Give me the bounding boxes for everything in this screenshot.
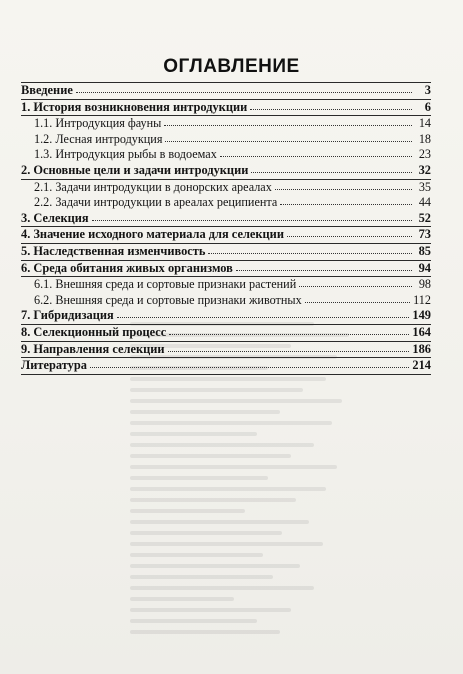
- toc-section-entry: [21, 293, 431, 309]
- toc-page-number: 112: [413, 292, 431, 307]
- toc-page-number: 149: [412, 308, 431, 323]
- dot-leader: [165, 132, 412, 142]
- toc-chapter-entry: [21, 358, 431, 375]
- toc-chapter-entry: [21, 261, 431, 278]
- toc-page-number: 6: [424, 99, 431, 114]
- toc-page-number: 186: [412, 341, 431, 356]
- toc-entry-label: 6.1. Внешняя среда и сортовые признаки растений: [34, 277, 297, 292]
- toc-entry-label: 1.3. Интродукция рыбы в водоемах: [34, 147, 217, 162]
- toc-entry-label: 6.2. Внешняя среда и сортовые признаки животных: [34, 292, 302, 307]
- toc-page-number: 85: [418, 243, 431, 258]
- dot-leader: [305, 293, 410, 303]
- toc-chapter-entry: [21, 227, 431, 244]
- toc-page-number: 18: [418, 131, 431, 146]
- toc-chapter-entry: [21, 342, 431, 359]
- toc-chapter-entry: [21, 100, 431, 117]
- dot-leader: [236, 261, 412, 271]
- dot-leader: [169, 325, 409, 335]
- dot-leader: [299, 277, 412, 287]
- toc-page-number: 14: [418, 116, 431, 131]
- toc-chapter-entry: [21, 308, 431, 325]
- toc-entry-label: 1.2. Лесная интродукция: [34, 131, 163, 146]
- dot-leader: [117, 308, 410, 318]
- dot-leader: [90, 358, 409, 368]
- toc-page-number: 23: [418, 147, 431, 162]
- toc-page-number: 214: [412, 358, 431, 373]
- toc-page-number: 164: [412, 324, 431, 339]
- dot-leader: [76, 83, 412, 93]
- toc-entry-label: 3. Селекция: [21, 210, 89, 225]
- toc-entry-label: 7. Гибридизация: [21, 308, 114, 323]
- toc-entry-label: 8. Селекционный процесс: [21, 324, 167, 339]
- toc-chapter-entry: [21, 244, 431, 261]
- toc-entry-label: Литература: [21, 358, 87, 373]
- dot-leader: [168, 342, 410, 352]
- dot-leader: [250, 100, 412, 110]
- toc-entry-label: 2. Основные цели и задачи интродукции: [21, 162, 249, 177]
- toc-entry-label: Введение: [21, 83, 73, 97]
- dot-leader: [220, 147, 412, 157]
- toc-section-entry: [21, 132, 431, 148]
- toc-page-number: 32: [418, 162, 431, 177]
- dot-leader: [251, 163, 412, 173]
- dot-leader: [275, 180, 412, 190]
- page-title: ОГЛАВЛЕНИЕ: [163, 56, 300, 77]
- toc-page-number: 94: [418, 260, 431, 275]
- toc-section-entry: [21, 277, 431, 293]
- toc-entry-label: 6. Среда обитания живых организмов: [21, 260, 233, 275]
- toc-page-number: 98: [418, 277, 431, 292]
- toc-page-number: 52: [418, 210, 431, 225]
- toc-section-entry: [21, 180, 431, 196]
- dot-leader: [287, 227, 412, 237]
- toc-entry-label: 4. Значение исходного материала для селекции: [21, 227, 284, 242]
- toc-page-number: 3: [424, 83, 431, 97]
- dot-leader: [92, 211, 412, 221]
- dot-leader: [164, 116, 412, 126]
- dot-leader: [208, 244, 412, 254]
- toc-section-entry: [21, 195, 431, 211]
- toc-chapter-entry: [21, 211, 431, 228]
- toc-section-entry: [21, 116, 431, 132]
- toc-entry-label: 1. История возникновения интродукции: [21, 99, 248, 114]
- table-of-contents: [21, 82, 431, 375]
- toc-page-number: 35: [418, 179, 431, 194]
- toc-chapter-entry: [21, 163, 431, 180]
- toc-page-number: 73: [418, 227, 431, 242]
- toc-entry-label: 9. Направления селекции: [21, 341, 165, 356]
- toc-chapter-entry: [21, 82, 431, 100]
- toc-section-entry: [21, 147, 431, 163]
- toc-entry-label: 2.2. Задачи интродукции в ареалах реципиента: [34, 195, 278, 210]
- toc-entry-label: 1.1. Интродукция фауны: [34, 116, 162, 131]
- toc-page-number: 44: [418, 195, 431, 210]
- toc-chapter-entry: [21, 325, 431, 342]
- dot-leader: [280, 195, 412, 205]
- toc-entry-label: 2.1. Задачи интродукции в донорских ареалах: [34, 179, 272, 194]
- toc-entry-label: 5. Наследственная изменчивость: [21, 243, 206, 258]
